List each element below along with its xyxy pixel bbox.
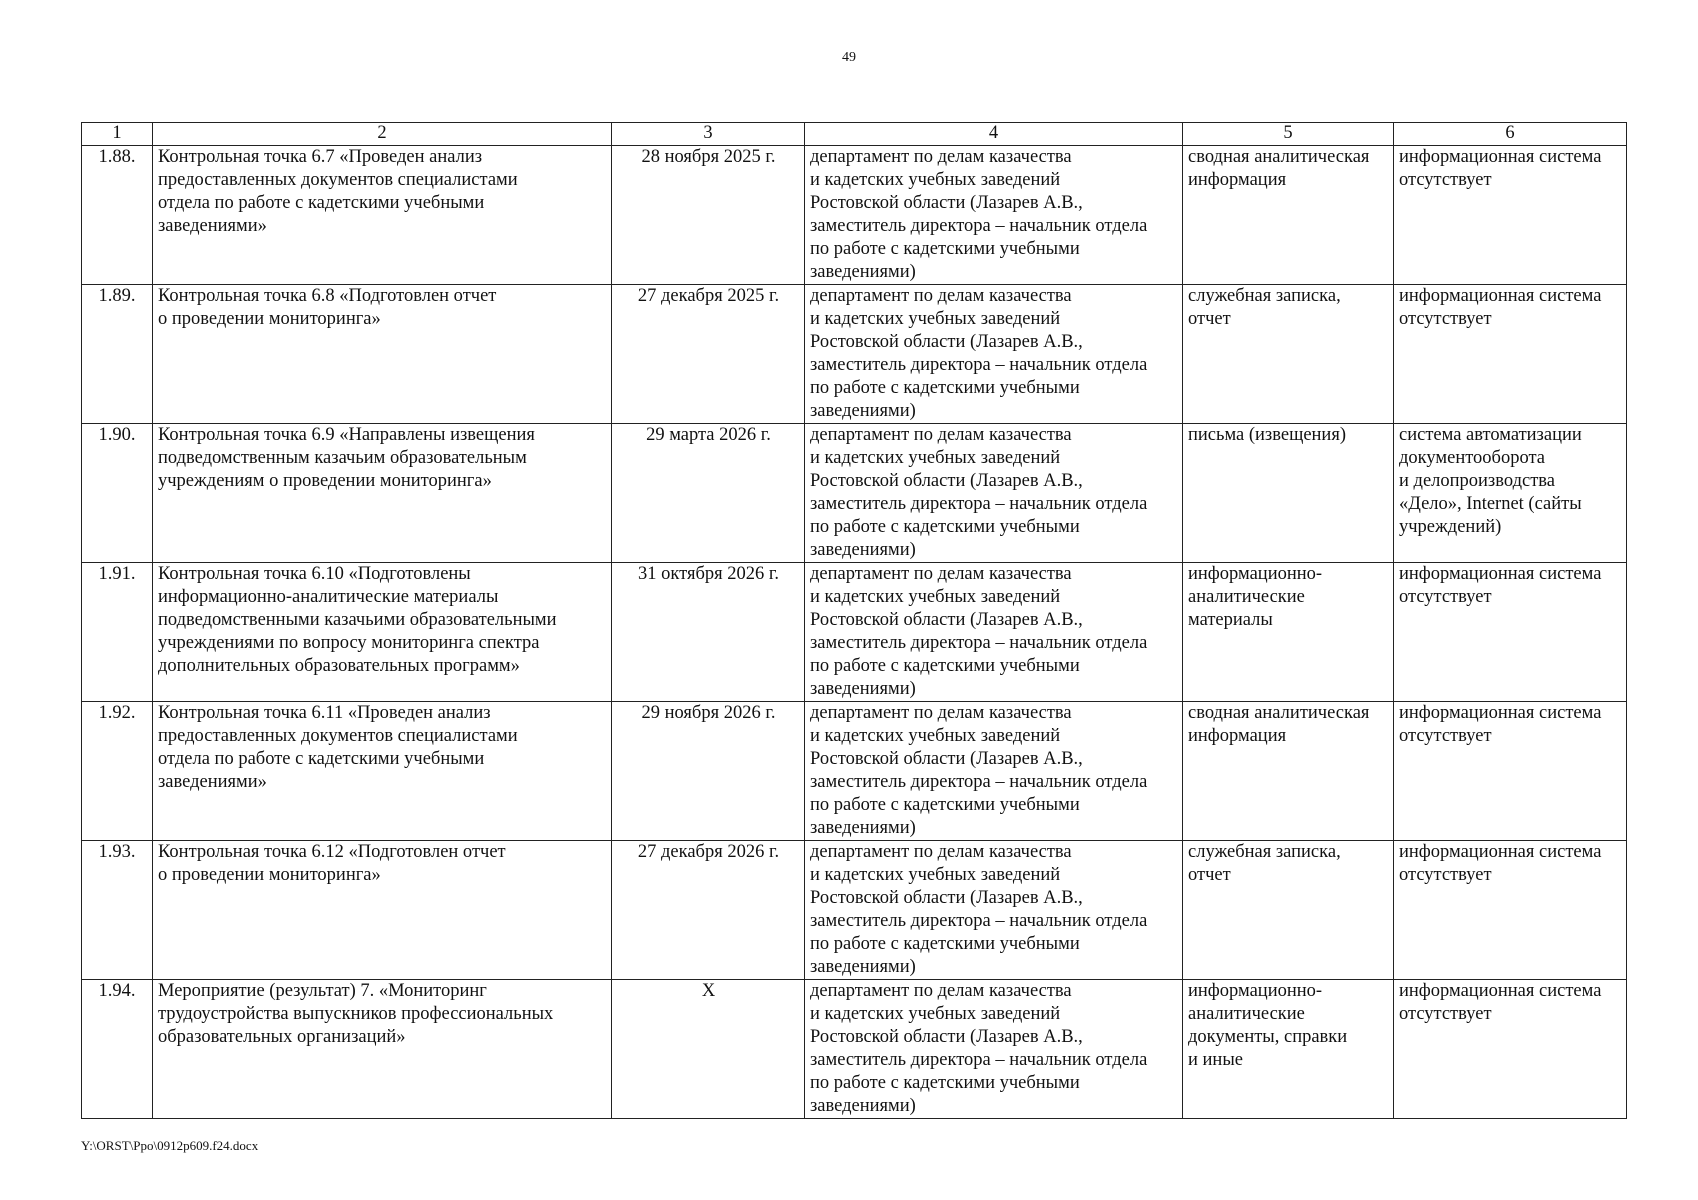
responsible-party: департамент по делам казачества и кадетских учебных заведений Ростовской области (Лазарев А.В., заместитель директора – начальник отдела по работе с кадетскими учебными заведениями) xyxy=(805,841,1183,980)
document-type: информационно- аналитические материалы xyxy=(1183,563,1394,702)
table-row xyxy=(82,702,1627,841)
activity-name: Мероприятие (результат) 7. «Мониторинг трудоустройства выпускников профессиональных образовательных организаций» xyxy=(153,980,612,1119)
table-row xyxy=(82,146,1627,285)
deadline-date: 27 декабря 2026 г. xyxy=(612,841,805,980)
responsible-party: департамент по делам казачества и кадетских учебных заведений Ростовской области (Лазарев А.В., заместитель директора – начальник отдела по работе с кадетскими учебными заведениями) xyxy=(805,980,1183,1119)
information-system: информационная система отсутствует xyxy=(1394,563,1627,702)
deadline-date: 31 октября 2026 г. xyxy=(612,563,805,702)
column-number-row xyxy=(82,123,1627,146)
information-system: информационная система отсутствует xyxy=(1394,702,1627,841)
deadline-date: X xyxy=(612,980,805,1119)
activity-name: Контрольная точка 6.12 «Подготовлен отчет о проведении мониторинга» xyxy=(153,841,612,980)
activity-name: Контрольная точка 6.9 «Направлены извещения подведомственным казачьим образовательным учреждениям о проведении мониторинга» xyxy=(153,424,612,563)
column-header: 4 xyxy=(805,123,1183,146)
deadline-date: 27 декабря 2025 г. xyxy=(612,285,805,424)
row-number: 1.89. xyxy=(82,285,153,424)
responsible-party: департамент по делам казачества и кадетских учебных заведений Ростовской области (Лазарев А.В., заместитель директора – начальник отдела по работе с кадетскими учебными заведениями) xyxy=(805,424,1183,563)
table-row xyxy=(82,563,1627,702)
column-header: 6 xyxy=(1394,123,1627,146)
table-row xyxy=(82,424,1627,563)
column-header: 5 xyxy=(1183,123,1394,146)
deadline-date: 28 ноября 2025 г. xyxy=(612,146,805,285)
deadline-date: 29 марта 2026 г. xyxy=(612,424,805,563)
information-system: информационная система отсутствует xyxy=(1394,146,1627,285)
activity-name: Контрольная точка 6.8 «Подготовлен отчет о проведении мониторинга» xyxy=(153,285,612,424)
responsible-party: департамент по делам казачества и кадетских учебных заведений Ростовской области (Лазарев А.В., заместитель директора – начальник отдела по работе с кадетскими учебными заведениями) xyxy=(805,146,1183,285)
page-number: 49 xyxy=(842,50,856,65)
row-number: 1.92. xyxy=(82,702,153,841)
column-header: 3 xyxy=(612,123,805,146)
document-type: письма (извещения) xyxy=(1183,424,1394,563)
row-number: 1.93. xyxy=(82,841,153,980)
information-system: информационная система отсутствует xyxy=(1394,285,1627,424)
activities-table xyxy=(81,122,1627,1119)
document-type: служебная записка, отчет xyxy=(1183,841,1394,980)
table-row xyxy=(82,841,1627,980)
deadline-date: 29 ноября 2026 г. xyxy=(612,702,805,841)
row-number: 1.94. xyxy=(82,980,153,1119)
column-header: 2 xyxy=(153,123,612,146)
activity-name: Контрольная точка 6.7 «Проведен анализ предоставленных документов специалистами отдела по работе с кадетскими учебными заведениями» xyxy=(153,146,612,285)
information-system: система автоматизации документооборота и делопроизводства «Дело», Internet (сайты учреждений) xyxy=(1394,424,1627,563)
row-number: 1.88. xyxy=(82,146,153,285)
information-system: информационная система отсутствует xyxy=(1394,841,1627,980)
activity-name: Контрольная точка 6.10 «Подготовлены информационно-аналитические материалы подведомственными казачьими образовательными учреждениями по вопросу мониторинга спектра дополнительных образовательных программ» xyxy=(153,563,612,702)
document-type: сводная аналитическая информация xyxy=(1183,146,1394,285)
responsible-party: департамент по делам казачества и кадетских учебных заведений Ростовской области (Лазарев А.В., заместитель директора – начальник отдела по работе с кадетскими учебными заведениями) xyxy=(805,563,1183,702)
document-type: сводная аналитическая информация xyxy=(1183,702,1394,841)
table-row xyxy=(82,285,1627,424)
document-type: информационно- аналитические документы, справки и иные xyxy=(1183,980,1394,1119)
responsible-party: департамент по делам казачества и кадетских учебных заведений Ростовской области (Лазарев А.В., заместитель директора – начальник отдела по работе с кадетскими учебными заведениями) xyxy=(805,285,1183,424)
file-path-footer: Y:\ORST\Ppo\0912p609.f24.docx xyxy=(81,1138,259,1153)
activity-name: Контрольная точка 6.11 «Проведен анализ предоставленных документов специалистами отдела по работе с кадетскими учебными заведениями» xyxy=(153,702,612,841)
information-system: информационная система отсутствует xyxy=(1394,980,1627,1119)
column-header: 1 xyxy=(82,123,153,146)
table-row xyxy=(82,980,1627,1119)
row-number: 1.91. xyxy=(82,563,153,702)
row-number: 1.90. xyxy=(82,424,153,563)
document-type: служебная записка, отчет xyxy=(1183,285,1394,424)
responsible-party: департамент по делам казачества и кадетских учебных заведений Ростовской области (Лазарев А.В., заместитель директора – начальник отдела по работе с кадетскими учебными заведениями) xyxy=(805,702,1183,841)
